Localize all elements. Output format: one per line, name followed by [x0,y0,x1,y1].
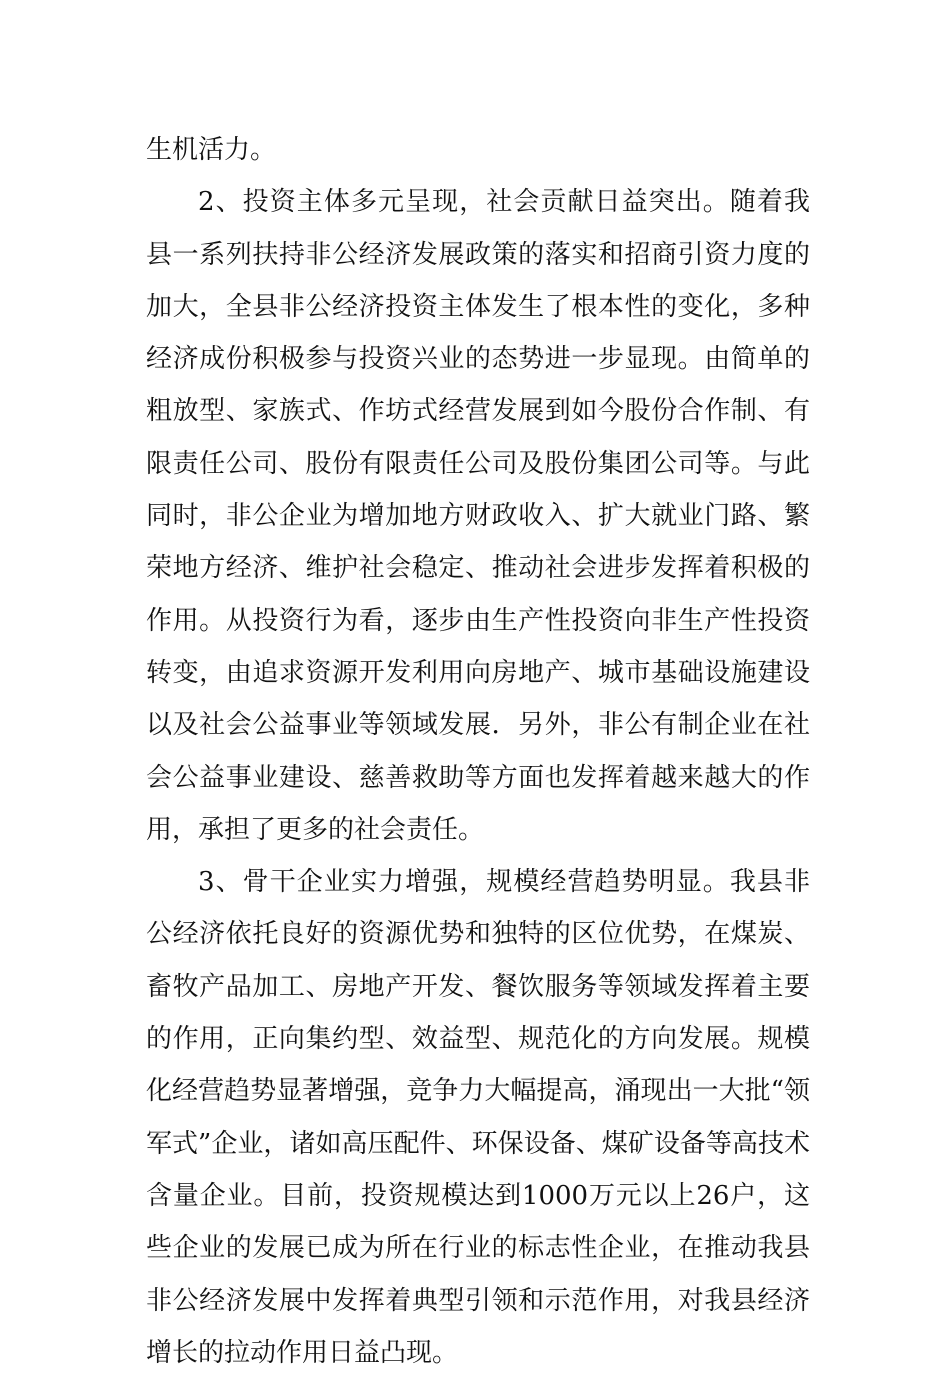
paragraph-continuation: 生机活力。 [146,135,277,165]
document-page [146,124,810,1379]
paragraph-point-3: 3、骨干企业实力增强，规模经营趋势明显。我县非公经济依托良好的资源优势和独特的区位优势，在煤炭、畜牧产品加工、房地产开发、餐饮服务等领域发挥着主要的作用，正向集约型、效益型、规范化的方向发展。规模化经营趋势显著增强，竞争力大幅提高，涌现出一大批“领军式”企业，诸如高压配件、环保设备、煤矿设备等高技术含量企业。目前，投资规模达到1000万元以上26户，这些企业的发展已成为所在行业的标志性企业，在推动我县非公经济发展中发挥着典型引领和示范作用，对我县经济增长的拉动作用日益凸现。 [146,867,810,1368]
paragraph-point-2: 2、投资主体多元呈现，社会贡献日益突出。随着我县一系列扶持非公经济发展政策的落实和招商引资力度的加大，全县非公经济投资主体发生了根本性的变化，多种经济成份积极参与投资兴业的态势进一步显现。由简单的粗放型、家族式、作坊式经营发展到如今股份合作制、有限责任公司、股份有限责任公司及股份集团公司等。与此同时，非公企业为增加地方财政收入、扩大就业门路、繁荣地方经济、维护社会稳定、推动社会进步发挥着积极的作用。从投资行为看，逐步由生产性投资向非生产性投资转变，由追求资源开发利用向房地产、城市基础设施建设以及社会公益事业等领域发展．另外，非公有制企业在社会公益事业建设、慈善救助等方面也发挥着越来越大的作用，承担了更多的社会责任。 [146,187,810,845]
